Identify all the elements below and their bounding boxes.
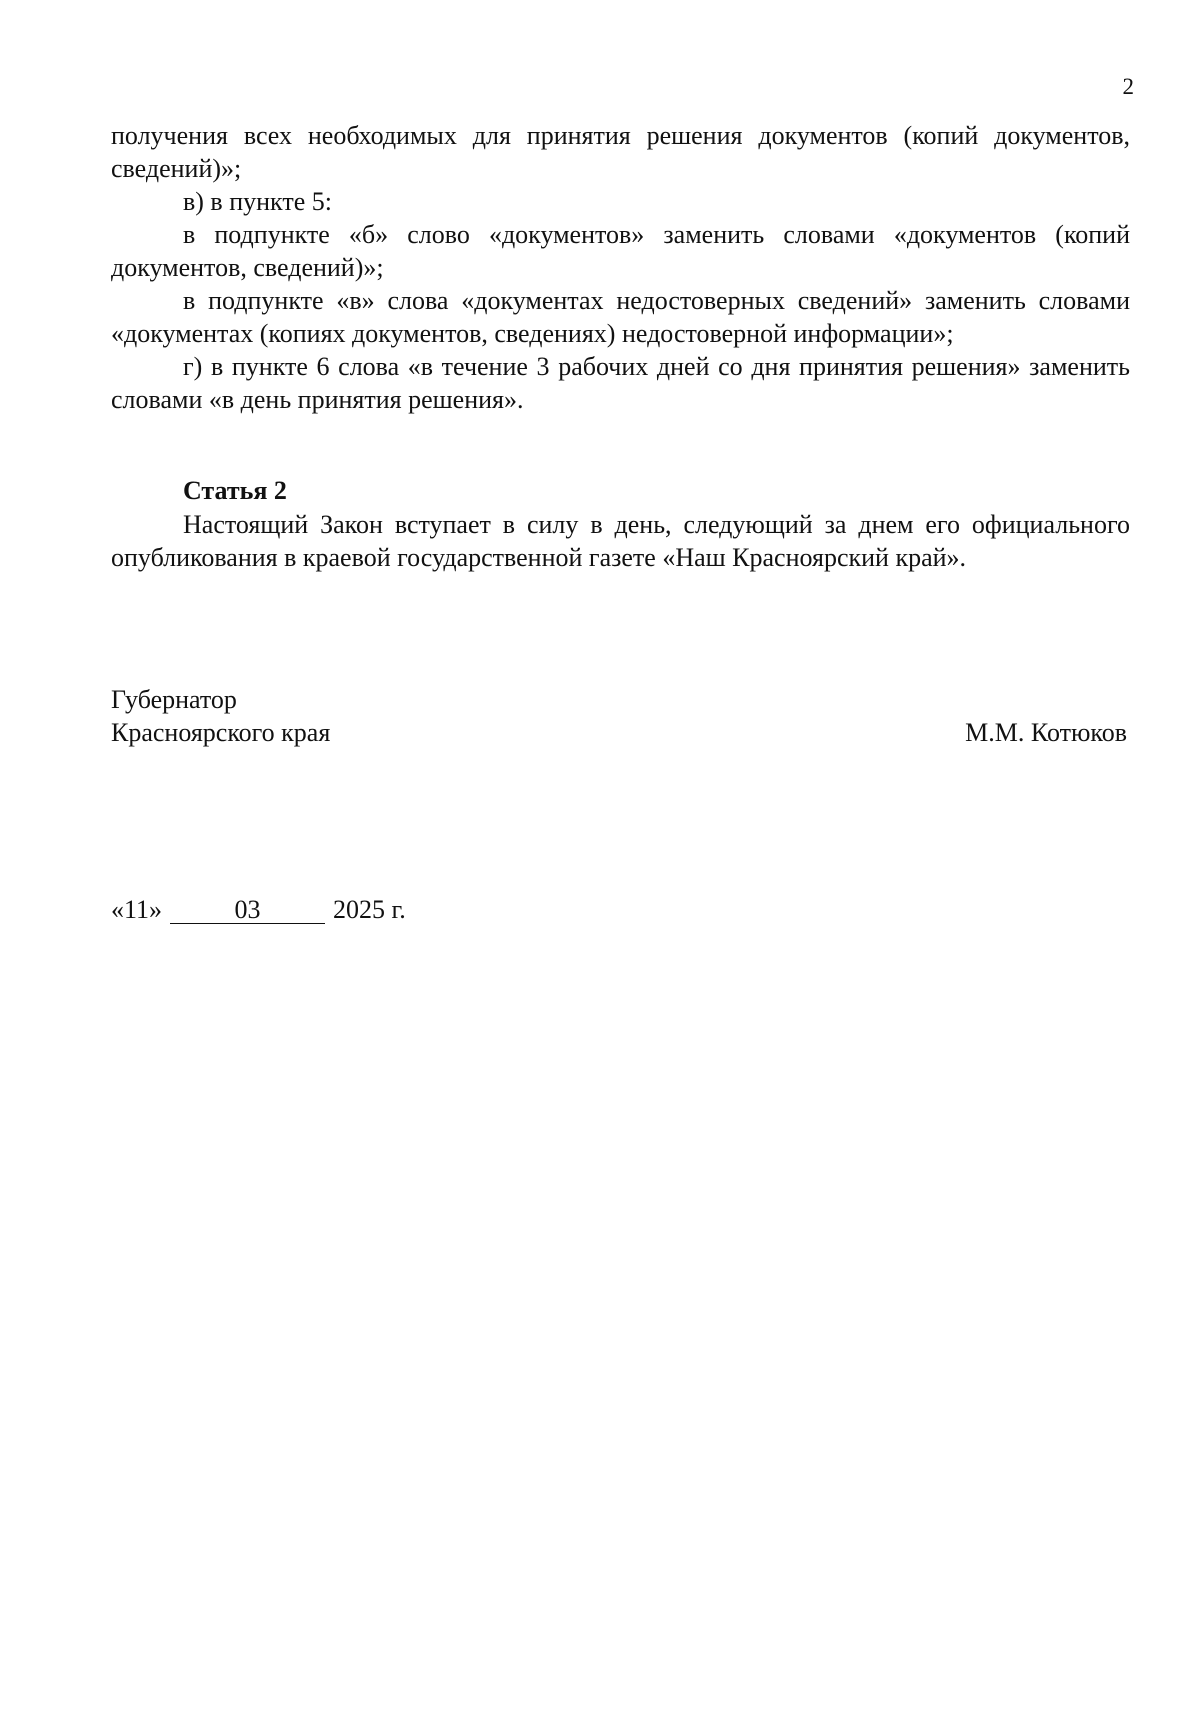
date-day: «11» [111, 895, 163, 924]
amendment-paragraph: г) в пункте 6 слова «в течение 3 рабочих дней со дня принятия решения» заменить словами «в день принятия решения». [111, 352, 1130, 414]
page-number: 2 [1122, 74, 1134, 99]
signature-position-line2: Красноярского края [111, 718, 331, 747]
amendment-paragraph: в) в пункте 5: [183, 187, 332, 216]
amendment-paragraph: в подпункте «б» слово «документов» заменить словами «документов (копий документов, сведений)»; [111, 220, 1130, 282]
amendment-paragraph: получения всех необходимых для принятия решения документов (копий документов, сведений)»; [111, 121, 1130, 183]
signature-position-line1: Губернатор [111, 685, 237, 714]
signature-position [111, 683, 330, 749]
signing-date [111, 893, 406, 926]
date-year: 2025 г. [333, 895, 406, 924]
amendment-paragraph: в подпункте «в» слова «документах недостоверных сведений» заменить словами «документах (копиях документов, сведениях) недостоверной информации»; [111, 286, 1130, 348]
article-body [111, 508, 1130, 574]
article-text: Настоящий Закон вступает в силу в день, следующий за днем его официального опубликования в краевой государственной газете «Наш Красноярский край». [111, 510, 1130, 572]
article-title: Статья 2 [183, 476, 287, 505]
signatory-name: М.М. Котюков [965, 718, 1127, 747]
date-month: 03 [170, 897, 325, 924]
amendments-block [111, 119, 1130, 416]
